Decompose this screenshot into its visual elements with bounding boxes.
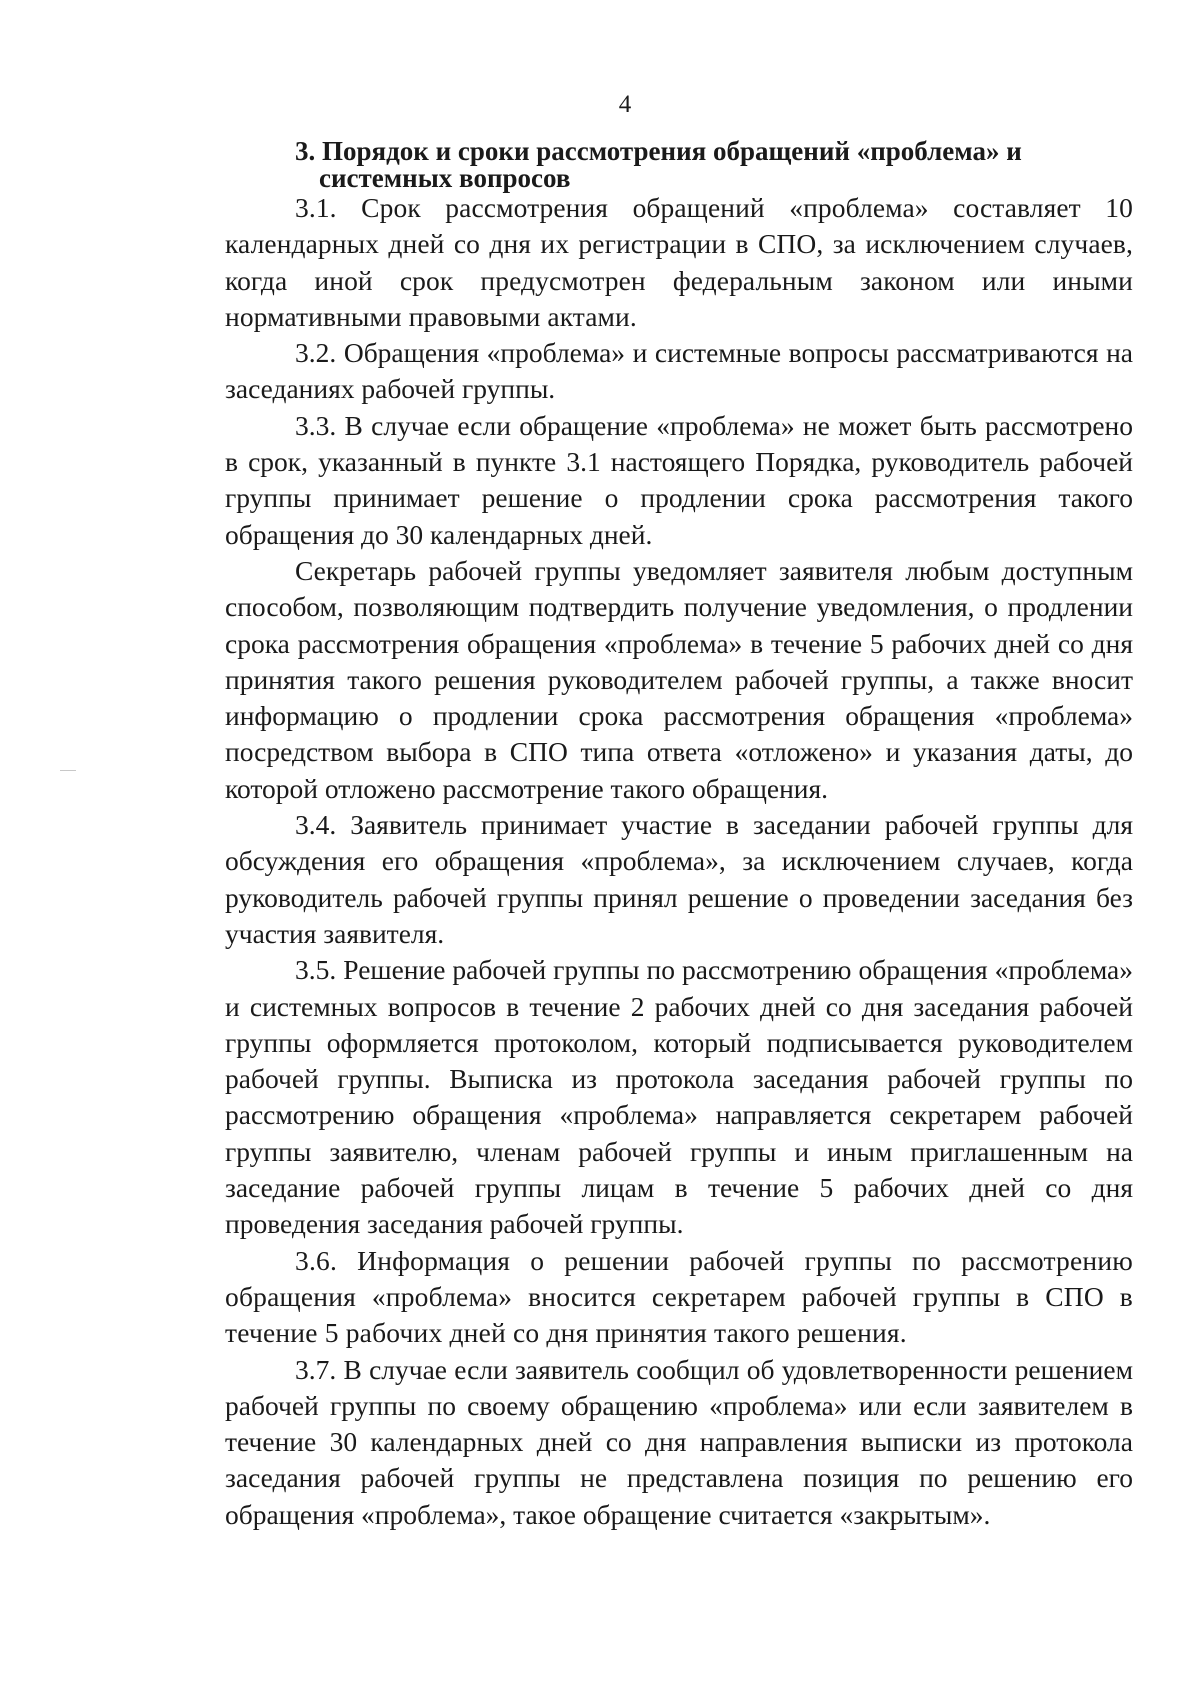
paragraph-3-6: 3.6. Информация о решении рабочей группы по рассмотрению обращения «проблема» вносится секретарем рабочей группы в СПО в течение 5 рабочих дней со дня принятия такого решения. [225,1244,1133,1349]
scan-margin-mark [60,770,76,771]
section-heading-line-1: 3. Порядок и сроки рассмотрения обращений «проблема» и [295,136,1022,166]
paragraph-3-1: 3.1. Срок рассмотрения обращений «проблема» составляет 10 календарных дней со дня их регистрации в СПО, за исключением случаев, когда иной срок предусмотрен федеральным законом или иными нормативными правовыми актами. [225,192,1133,332]
document-body [225,190,1133,1533]
paragraph-3-4: 3.4. Заявитель принимает участие в заседании рабочей группы для обсуждения его обращения «проблема», за исключением случаев, когда руководитель рабочей группы принял решение о проведении заседания без участия заявителя. [225,809,1133,949]
paragraph-3-3-secretary: Секретарь рабочей группы уведомляет заявителя любым доступным способом, позволяющим подтвердить получение уведомления, о продлении срока рассмотрения обращения «проблема» в течение 5 рабочих дней со дня принятия такого решения руководителем рабочей группы, а также вносит информацию о продлении срока рассмотрения обращения «проблема» посредством выбора в СПО типа ответа «отложено» и указания даты, до которой отложено рассмотрение такого обращения. [225,554,1133,804]
paragraph-3-7: 3.7. В случае если заявитель сообщил об удовлетворенности решением рабочей группы по своему обращению «проблема» или если заявителем в течение 30 календарных дней со дня направления выписки из протокола заседания рабочей группы не представлена позиция по решению его обращения «проблема», такое обращение считается «закрытым». [225,1353,1133,1530]
paragraph-3-5: 3.5. Решение рабочей группы по рассмотрению обращения «проблема» и системных вопросов в течение 2 рабочих дней со дня заседания рабочей группы оформляется протоколом, который подписывается руководителем рабочей группы. Выписка из протокола заседания рабочей группы по рассмотрению обращения «проблема» направляется секретарем рабочей группы заявителю, членам рабочей группы и иным приглашенным на заседание рабочей группы лицам в течение 5 рабочих дней со дня проведения заседания рабочей группы. [225,954,1133,1240]
paragraph-3-2: 3.2. Обращения «проблема» и системные вопросы рассматриваются на заседаниях рабочей группы. [225,337,1133,405]
section-heading [295,138,1055,192]
section-heading-line-2: системных вопросов [319,163,571,193]
paragraph-3-3: 3.3. В случае если обращение «проблема» не может быть рассмотрено в срок, указанный в пункте 3.1 настоящего Порядка, руководитель рабочей группы принимает решение о продлении срока рассмотрения такого обращения до 30 календарных дней. [225,409,1133,550]
page-number: 4 [618,91,632,118]
